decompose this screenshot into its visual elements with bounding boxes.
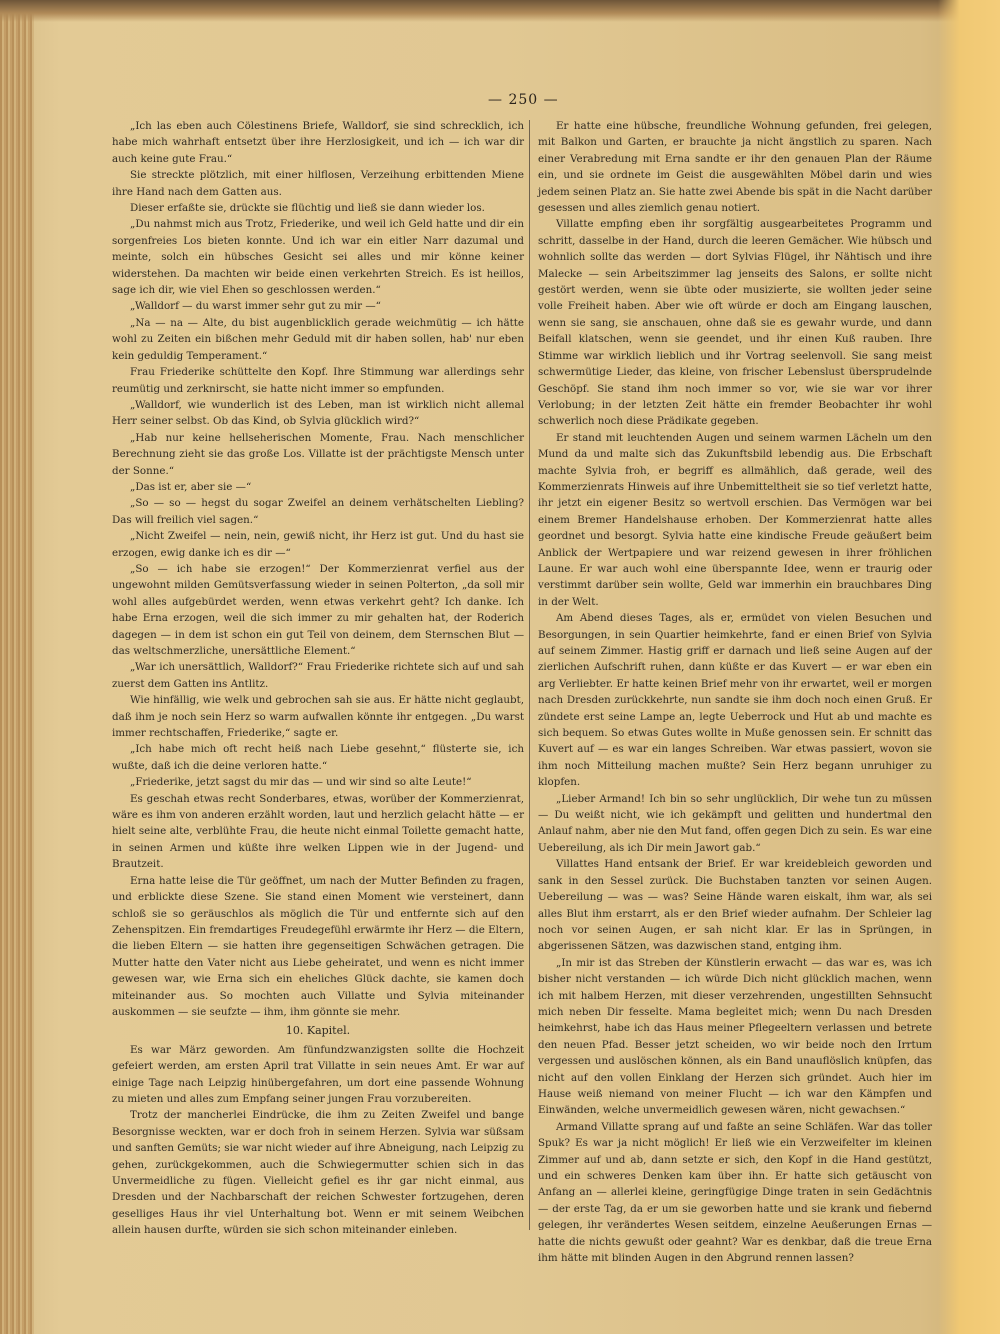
paragraph: „War ich unersättlich, Walldorf?“ Frau Friederike richtete sich auf und sah zuerst dem Gatten ins Antlitz. (112, 661, 524, 690)
chapter-heading: 10. Kapitel. (285, 1024, 351, 1038)
paragraph: Er hatte eine hübsche, freundliche Wohnung gefunden, frei gelegen, mit Balkon und Garten, er brauchte ja nicht ängstlich zu sparen. Nach einer Verabredung mit Erna sandte er ihr den genauen Plan der Räume ein, und sie ordnete im Geist die ausgewählten Möbel darin und wies jedem seinen Platz an. Sie hatte zwei Abende bis spät in die Nacht darüber gesessen und alles ziemlich genau notiert. (538, 120, 932, 215)
paragraph: Villatte empfing eben ihr sorgfältig ausgearbeitetes Programm und schritt, dasselbe in der Hand, durch die leeren Gemächer. Wie hübsch und wohnlich sollte das werden — dort Sylvias Flügel, ihr Nähtisch und ihre Malecke — sein Arbeitszimmer lag jenseits des Salons, er sollte nicht gestört werden, wenn sie übte oder musizierte, sie wollten jeder seine volle Freiheit haben. Aber wie oft würde er doch am Eingang lauschen, wenn sie sang, sie anschauen, ohne daß sie es gewahr wurde, und dann Beifall klatschen, wenn sie geendet, und ihr einen Kuß rauben. Ihre Stimme war wirklich lieblich und ihr Vortrag seelenvoll. Sie sang meist schwermütige Lieder, das kleine, von frischer Lebenslust übersprudelnde Geschöpf. Sie stand ihm noch immer so vor, wie sie war vor ihrer Verlobung; in der letzten Zeit hätte ein fremder Beobachter ihr wohl schwerlich noch diese Prädikate gegeben. (538, 218, 932, 428)
page-number: — 250 — (488, 92, 559, 108)
paragraph: „So — ich habe sie erzogen!“ Der Kommerzienrat verfiel aus der ungewohnt milden Gemütsverfassung wieder in seinen Polterton, „da soll mir wohl alles aufgebürdet werden, wenn etwas verkehrt geht? Ich danke. Ich habe Erna erzogen, weil die sich immer zu mir gehalten hat, der Roderich dagegen — in dem ist schon ein gut Teil von deinem, dem Sternschen Blut — das weltschmerzliche, unersättliche Element.“ (112, 562, 524, 657)
left-column (112, 118, 524, 1239)
paragraph: „Du nahmst mich aus Trotz, Friederike, und weil ich Geld hatte und dir ein sorgenfreies Los bieten konnte. Und ich war ein eitler Narr dazumal und meinte, solch ein hübsches Gesicht sei alles und mir könne keiner widerstehen. Da machten wir beide einen verkehrten Streich. Es ist heillos, sage ich dir, wie viel Ehen so geschlossen werden.“ (112, 218, 524, 297)
paragraph: „Ich las eben auch Cölestinens Briefe, Walldorf, sie sind schrecklich, ich habe mich wahrhaft entsetzt über ihre Herzlosigkeit, und ich — ich war dir auch keine gute Frau.“ (112, 120, 524, 165)
right-column (538, 118, 932, 1266)
background-edge (938, 0, 1000, 1334)
page-stack-edge (0, 0, 34, 1334)
binding-shadow (0, 0, 1000, 22)
paragraph: Sie streckte plötzlich, mit einer hilflosen, Verzeihung erbittenden Miene ihre Hand nach dem Gatten aus. (112, 169, 524, 198)
column-divider (529, 120, 530, 1230)
paragraph: „In mir ist das Streben der Künstlerin erwacht — das war es, was ich bisher nicht verstanden — ich würde Dich nicht glücklich machen, wenn ich mit halbem Herzen, mit dieser verzehrenden, ungestillten Sehnsucht mich neben Dir fesselte. Mama begleitet mich; wenn Du nach Dresden heimkehrst, habe ich das Haus meiner Pflegeeltern verlassen und betrete den neuen Pfad. Besser jetzt scheiden, wo wir beide noch den Irrtum vergessen und auslöschen können, als ein Band unauflöslich knüpfen, das nicht auf den vollen Einklang der Herzen sich gründet. Auch hier im Hause weiß niemand von meiner Flucht — ich war den Kämpfen und Einwänden, welche unvermeidlich gewesen wären, nicht gewachsen.“ (538, 956, 932, 1117)
paragraph: Trotz der mancherlei Eindrücke, die ihm zu Zeiten Zweifel und bange Besorgnisse weckten, war er doch froh in seinem Herzen. Sylvia war süßsam und sanften Gemüts; sie war nicht wieder auf ihre Abneigung, nach Leipzig zu gehen, zurückgekommen, auch die Schwiegermutter schien sich in das Unvermeidliche zu fügen. Vielleicht gefiel es ihr gar nicht einmal, aus Dresden und der Nachbarschaft der reichen Schwester fortzugehen, deren geselliges Haus ihr viel Unterhaltung bot. Wenn er mit seinem Weibchen allein hausen durfte, würden sie sich schon miteinander einleben. (112, 1109, 524, 1237)
paragraph: Er stand mit leuchtenden Augen und seinem warmen Lächeln um den Mund da und malte sich das Zukunftsbild lebendig aus. Die Erbschaft machte Sylvia froh, er begriff es allmählich, daß gerade, weil des Kommerzienrats Hinweis auf ihre Unbemitteltheit sie so tief verletzt hatte, ihr jetzt ein eigener Besitz so wertvoll erschien. Das Vermögen war bei einem Bremer Handelshause erhoben. Der Kommerzienrat hatte alles geordnet und besorgt. Sylvia hatte eine kindische Freude geäußert beim Anblick der Wertpapiere und war reizend gewesen in ihrer fröhlichen Laune. Er war auch wohl eine überspannte Idee, wenn er traurig oder verstimmt darüber sein wollte, Geld war immerhin ein brauchbares Ding in der Welt. (538, 431, 932, 608)
paragraph: Es geschah etwas recht Sonderbares, etwas, worüber der Kommerzienrat, wäre es ihm von anderen erzählt worden, laut und herzlich gelacht hätte — er hielt seine alte, verblühte Frau, die heute nicht einmal Toilette gemacht hatte, in seinen Armen und küßte ihre welken Lippen wie in der Jugend- und Brautzeit. (112, 792, 524, 871)
paragraph: „Hab nur keine hellseherischen Momente, Frau. Nach menschlicher Berechnung zieht sie das große Los. Villatte ist der prächtigste Mensch unter der Sonne.“ (112, 431, 524, 477)
paragraph: Am Abend dieses Tages, als er, ermüdet von vielen Besuchen und Besorgungen, in sein Quartier heimkehrte, fand er einen Brief von Sylvia auf seinem Zimmer. Hastig griff er darnach und ließ seine Augen auf der zierlichen Aufschrift ruhen, dann küßte er das Kuvert — er war eben ein arg Verliebter. Er hatte keinen Brief mehr von ihr erwartet, weil er morgen nach Dresden zurückkehrte, nun sandte sie ihm doch noch einen Gruß. Er zündete erst seine Lampe an, legte Ueberrock und Hut ab und machte es sich bequem. So etwas Gutes wollte in Muße genossen sein. Er schnitt das Kuvert auf — es war ein langes Schreiben. War etwas passiert, wovon sie ihm noch Mitteilung machen mußte? Sein Herz begann unruhiger zu klopfen. (538, 612, 932, 789)
paragraph: Frau Friederike schüttelte den Kopf. Ihre Stimmung war allerdings sehr reumütig und zerknirscht, sie hatte nicht immer so empfunden. (112, 366, 524, 395)
paragraph: „So — so — hegst du sogar Zweifel an deinem verhätschelten Liebling? Das will freilich viel sagen.“ (112, 497, 524, 526)
paragraph: „Das ist er, aber sie —“ (130, 480, 252, 493)
paragraph: „Lieber Armand! Ich bin so sehr unglücklich, Dir wehe tun zu müssen — Du weißt nicht, wie ich gekämpft und gelitten und hundertmal den Anlauf nahm, aber nie den Mut fand, offen gegen Dich zu sein. Es war eine Uebereilung, als ich Dir mein Jawort gab.“ (538, 792, 932, 854)
paragraph: Dieser erfaßte sie, drückte sie flüchtig und ließ sie dann wieder los. (130, 202, 485, 215)
paragraph: „Friederike, jetzt sagst du mir das — und wir sind so alte Leute!“ (130, 776, 472, 789)
paragraph: Villattes Hand entsank der Brief. Er war kreidebleich geworden und sank in den Sessel zurück. Die Buchstaben tanzten vor seinen Augen. Uebereilung — was — was? Seine Hände waren eiskalt, ihm war, als sei alles Blut ihm erstarrt, als er den Brief wieder aufnahm. Der Schleier lag noch vor seinen Augen, er sah nicht klar. Er las in Sprüngen, in abgerissenen Sätzen, was dazwischen stand, entging ihm. (538, 858, 932, 953)
paragraph: Armand Villatte sprang auf und faßte an seine Schläfen. War das toller Spuk? Es war ja nicht möglich! Er ließ wie ein Verzweifelter im kleinen Zimmer auf und ab, dann setzte er sich, den Kopf in die Hand gestützt, und ein schweres Denken kam über ihn. Er hatte sich getäuscht von Anfang an — allerlei kleine, geringfügige Dinge traten in sein Gedächtnis — der erste Tag, da er um sie geworben hatte und sie krank und fiebernd gelegen, ihr verändertes Wesen seitdem, einzelne Aeußerungen Ernas — hatte die nichts gewußt oder geahnt? War es denkbar, daß die treue Erna ihm hätte mit blinden Augen in den Abgrund rennen lassen? (538, 1120, 932, 1265)
paragraph: „Walldorf — du warst immer sehr gut zu mir —“ (130, 300, 381, 313)
paragraph: „Walldorf, wie wunderlich ist des Leben, man ist wirklich nicht allemal Herr seiner selbst. Ob das Kind, ob Sylvia glücklich wird?“ (112, 398, 524, 428)
paragraph: „Nicht Zweifel — nein, nein, gewiß nicht, ihr Herz ist gut. Und du hast sie erzogen, ewig danke ich es dir —“ (112, 530, 524, 559)
paragraph: Wie hinfällig, wie welk und gebrochen sah sie aus. Er hätte nicht geglaubt, daß ihm je noch sein Herz so warm aufwallen könnte ihr entgegen. „Du warst immer rechtschaffen, Friederike,“ sagte er. (112, 694, 524, 740)
paragraph: Erna hatte leise die Tür geöffnet, um nach der Mutter Befinden zu fragen, und erblickte diese Szene. Sie stand einen Moment wie versteinert, dann schloß sie so geräuschlos als möglich die Tür und entfernte sich auf den Zehenspitzen. Ein fremdartiges Freudegefühl erwärmte ihr Herz — die Eltern, die lieben Eltern — sie hatten ihre gegenseitigen Schwächen getragen. Die Mutter hatte den Vater nicht aus Liebe geheiratet, und wenn es nicht immer gewesen war, wie Erna sich ein eheliches Glück dachte, sie kamen doch miteinander aus. So mochten auch Villatte und Sylvia miteinander auskommen — sie seufzte — ihm, ihm gönnte sie mehr. (112, 874, 524, 1018)
paragraph: „Ich habe mich oft recht heiß nach Liebe gesehnt,“ flüsterte sie, ich wußte, daß ich die deine verloren hatte.“ (112, 743, 524, 772)
paragraph: „Na — na — Alte, du bist augenblicklich gerade weichmütig — ich hätte wohl zu Zeiten ein bißchen mehr Geduld mit dir haben sollen, hab' nur eben kein geduldig Temperament.“ (112, 316, 524, 362)
paragraph: Es war März geworden. Am fünfundzwanzigsten sollte die Hochzeit gefeiert werden, am ersten April trat Villatte in sein neues Amt. Er war auf einige Tage nach Leipzig hinübergefahren, um dort eine passende Wohnung zu mieten und alles zum Empfang seiner jungen Frau vorzubereiten. (112, 1043, 524, 1105)
